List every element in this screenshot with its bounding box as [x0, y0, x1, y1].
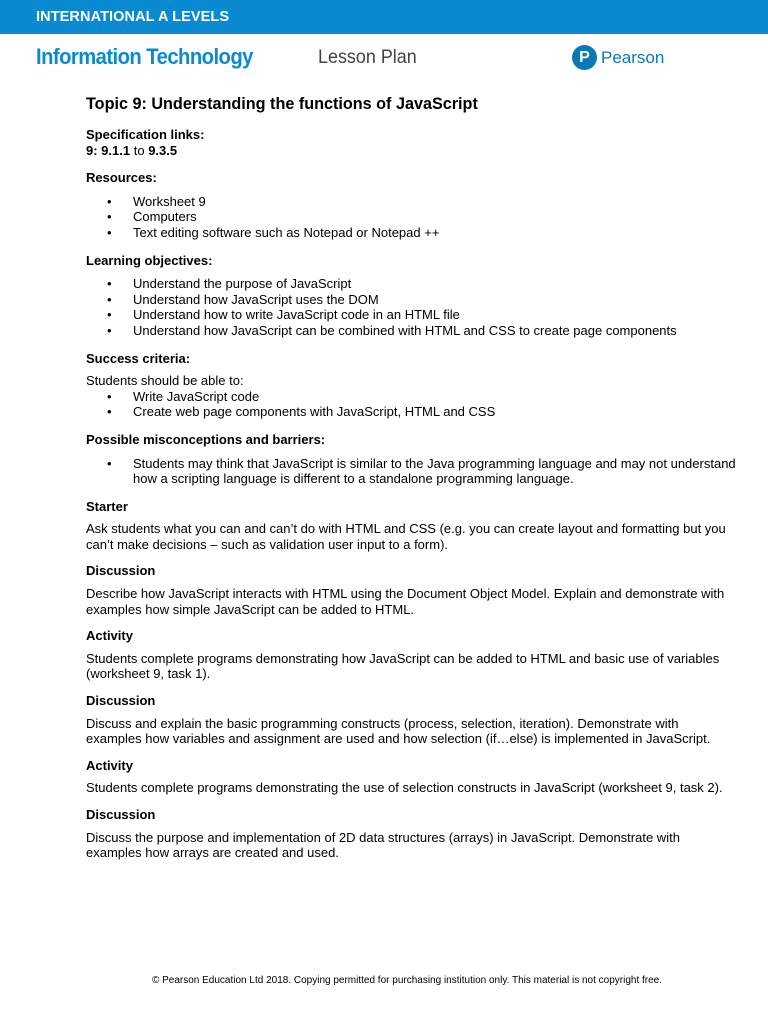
- spec-heading: Specification links:: [86, 127, 205, 142]
- success-heading: Success criteria:: [86, 350, 191, 366]
- success-list: [86, 389, 736, 420]
- activity-section: [86, 758, 736, 796]
- misconceptions-list: [86, 456, 736, 487]
- pearson-wordmark: Pearson: [601, 48, 665, 67]
- section-text: Ask students what you can and can’t do with HTML and CSS (e.g. you can create layout and formatting but you can’t make decisions – such as validation user input to a form).: [86, 521, 726, 552]
- success-section: [86, 351, 736, 420]
- success-intro: Students should be able to:: [86, 373, 244, 389]
- list-item: • Understand how to write JavaScript code in an HTML file: [86, 307, 736, 323]
- section-heading: Activity: [86, 628, 133, 644]
- lesson-content: [86, 94, 736, 872]
- pearson-logo-icon: P: [572, 45, 597, 70]
- spec-to-word: to: [133, 142, 145, 158]
- list-item: • Text editing software such as Notepad or Notepad ++: [86, 225, 736, 241]
- list-item: • Create web page components with JavaScript, HTML and CSS: [86, 404, 736, 420]
- objectives-heading: Learning objectives:: [86, 252, 213, 268]
- spec-section: [86, 127, 736, 158]
- section-text: Students complete programs demonstrating the use of selection constructs in JavaScript (worksheet 9, task 2).: [86, 780, 723, 796]
- document-type: Lesson Plan: [318, 46, 417, 68]
- section-text: Students complete programs demonstrating how JavaScript can be added to HTML and basic use of variables (worksheet 9, task 1).: [86, 650, 720, 682]
- section-heading: Starter: [86, 498, 128, 514]
- spec-to: 9.3.5: [148, 142, 178, 158]
- misconceptions-heading: Possible misconceptions and barriers:: [86, 431, 326, 447]
- section-text: Discuss and explain the basic programming constructs (process, selection, iteration). Demonstrate with examples how variables and assignment are used and how selection (if…else) is implemented in JavaScript.: [86, 715, 711, 747]
- discussion-section: [86, 563, 736, 617]
- section-heading: Discussion: [86, 563, 156, 579]
- misconceptions-section: [86, 432, 736, 487]
- starter-section: [86, 499, 736, 553]
- discussion-section: [86, 693, 736, 747]
- document-header: [0, 36, 768, 80]
- section-heading: Discussion: [86, 807, 156, 822]
- list-item: • Understand how JavaScript can be combined with HTML and CSS to create page components: [86, 323, 736, 339]
- resources-heading: Resources:: [86, 170, 157, 186]
- spec-from: 9: 9.1.1: [86, 142, 131, 158]
- activity-section: [86, 628, 736, 682]
- copyright-footer: © Pearson Education Ltd 2018. Copying permitted for purchasing institution only. This material is not copyright free.: [151, 975, 663, 986]
- list-item: • Understand how JavaScript uses the DOM: [86, 292, 736, 308]
- section-text: Describe how JavaScript interacts with HTML using the Document Object Model. Explain and demonstrate with examples how simple JavaScript can be added to HTML.: [86, 586, 725, 617]
- list-item: • Write JavaScript code: [86, 389, 736, 405]
- series-label: INTERNATIONAL A LEVELS: [36, 9, 230, 25]
- resources-section: [86, 170, 736, 240]
- topic-title: Topic 9: Understanding the functions of JavaScript: [86, 95, 478, 113]
- subject-title: Information Technology: [36, 44, 253, 69]
- list-item: • Worksheet 9: [86, 194, 736, 210]
- section-heading: Discussion: [86, 693, 156, 709]
- list-item: • Understand the purpose of JavaScript: [86, 276, 736, 292]
- discussion-section: [86, 807, 736, 861]
- spec-range: [86, 143, 736, 159]
- series-banner: [0, 0, 768, 34]
- list-item: • Computers: [86, 209, 736, 225]
- list-item: • Students may think that JavaScript is similar to the Java programming language and may not understand how a scripting language is different to a standalone programming language.: [86, 456, 736, 487]
- section-text: Discuss the purpose and implementation of 2D data structures (arrays) in JavaScript. Demonstrate with examples how arrays are created and used.: [86, 829, 680, 861]
- objectives-section: [86, 253, 736, 339]
- section-heading: Activity: [86, 757, 133, 773]
- resources-list: [86, 194, 736, 241]
- objectives-list: [86, 276, 736, 338]
